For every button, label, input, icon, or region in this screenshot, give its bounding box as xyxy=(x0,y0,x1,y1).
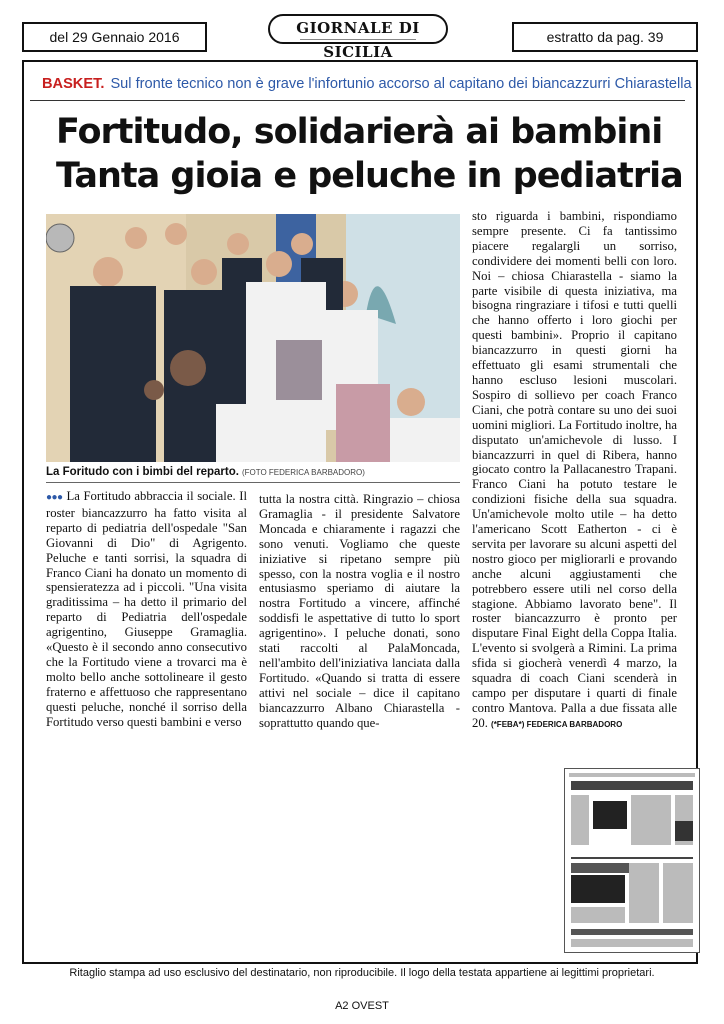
date-box xyxy=(22,22,207,52)
page-thumbnail xyxy=(564,768,700,953)
kicker-text: Sul fronte tecnico non è grave l'infortunio accorso al capitano dei biancazzurri Chiarastella xyxy=(110,76,692,92)
newspaper-masthead xyxy=(268,14,448,61)
page-code: A2 OVEST xyxy=(335,1000,389,1012)
copyright-note: Ritaglio stampa ad uso esclusivo del destinatario, non riproducibile. Il logo della testata appartiene ai legittimi proprietari. xyxy=(69,967,655,979)
extract-page: estratto da pag. 39 xyxy=(546,29,664,45)
caption-rule xyxy=(46,482,460,483)
article-column-1 xyxy=(46,489,247,751)
kicker xyxy=(42,76,692,92)
caption-text: La Foritudo con i bimbi del reparto. xyxy=(46,466,239,478)
kicker-tag: BASKET. xyxy=(42,76,105,92)
author-signature: (*FEBA*) FEDERICA BARBADORO xyxy=(491,719,623,729)
extract-box xyxy=(512,22,698,52)
column-3-text: sto riguarda i bambini, rispondiamo sempre presente. Ci fa tantissimo piacere regalargli un sorriso, condividere dei momenti belli con loro. Noi – chiosa Chiarastella - siamo la parte visibile di questa iniziativa, ma bisogna ringraziare i tifosi e tutti quelli che hanno offerto i loro giochi per questi bambini». Proprio il capitano biancazzurro in questi giorni ha effettuato gli esami strumentali che hanno escluso lesioni muscolari. Sospiro di sollievo per coach Franco Ciani, che potrà contare su uno dei suoi uomini migliori. La Fortitudo inoltre, ha disputato un'amichevole di lusso. I biancazzurri in quel di Ribera, hanno giocato contro la Pallacanestro Trapani. Franco Ciani ha potuto testare le condizioni fisiche della sua squadra. Un'amichevole molto utile – ha detto l'americano Scott Eatherton - ci è servita per lavorare su alcuni aspetti del nostro gioco per migliorarli e provando anche alcuni aggiustamenti che potrebbero essere utili nel corso della stagione. Abbiamo lavorato bene". Il roster biancazzurro è pronto per disputare Final Eight della Coppa Italia. L'evento si svolgerà a Rimini. La prima sfida si giocherà venerdì 4 marzo, la squadra di coach Ciani scenderà in campo per disputare i quarti di finale contro Mantova. Palla a due fissata alle 20. xyxy=(472,209,677,729)
team-photo xyxy=(46,214,460,462)
photo-caption xyxy=(46,466,460,478)
headline-line-2: Tanta gioia e peluche in pediatria xyxy=(56,156,683,196)
column-2-text: tutta la nostra città. Ringrazio – chiosa Gramaglia - il presidente Salvatore Moncada e chiaramente i ragazzi che sono venuti. Vogliamo che queste iniziative si ripetano sempre più spesso, con la nostra voglia e il nostro entusiasmo speriamo di aiutare la nostra Fortitudo a vincere, affinché soddisfi le aspettative di tutto lo sport agrigentino». I peluche donati, sono stati raccolti al PalaMoncada, nell'ambito dell'iniziativa lanciata dalla Fortitudo. «Quando si tratta di essere attivi nel sociale – dice il capitano biancazzurro Albano Chiarastella - soprattutto quando que- xyxy=(259,492,460,730)
photo-credit: (FOTO FEDERICA BARBADORO) xyxy=(241,468,365,477)
masthead-title: GIORNALE DI SICILIA xyxy=(296,19,420,61)
article-column-2 xyxy=(259,492,460,751)
masthead-rule xyxy=(300,39,416,40)
publication-date: del 29 Gennaio 2016 xyxy=(49,29,180,45)
kicker-rule xyxy=(30,100,685,101)
bullet-dots-icon: ●●● xyxy=(46,492,63,503)
column-1-text: La Fortitudo abbraccia il sociale. Il roster biancazzurro ha fatto visita al reparto di pediatria dell'ospedale "San Giovanni di Dio" di Agrigento. Peluche e tanti sorrisi, la squadra di Franco Ciani ha donato un momento di spensieratezza ad i piccoli. "Una visita graditissima – ha detto il primario del reparto di Pediatria dell'ospedale agrigentino, Giuseppe Gramaglia. «Questo è il secondo anno consecutivo che la Fortitudo viene a trovarci ma è molto bello anche sottolineare il gesto fraterno e affettuoso che rappresentano questi peluche, nonché il sorriso della Fortitudo verso questi bambini e verso xyxy=(46,489,247,729)
headline-line-1: Fortitudo, solidarierà ai bambini xyxy=(56,112,663,152)
article-headline xyxy=(56,110,696,198)
article-column-3 xyxy=(472,209,677,729)
